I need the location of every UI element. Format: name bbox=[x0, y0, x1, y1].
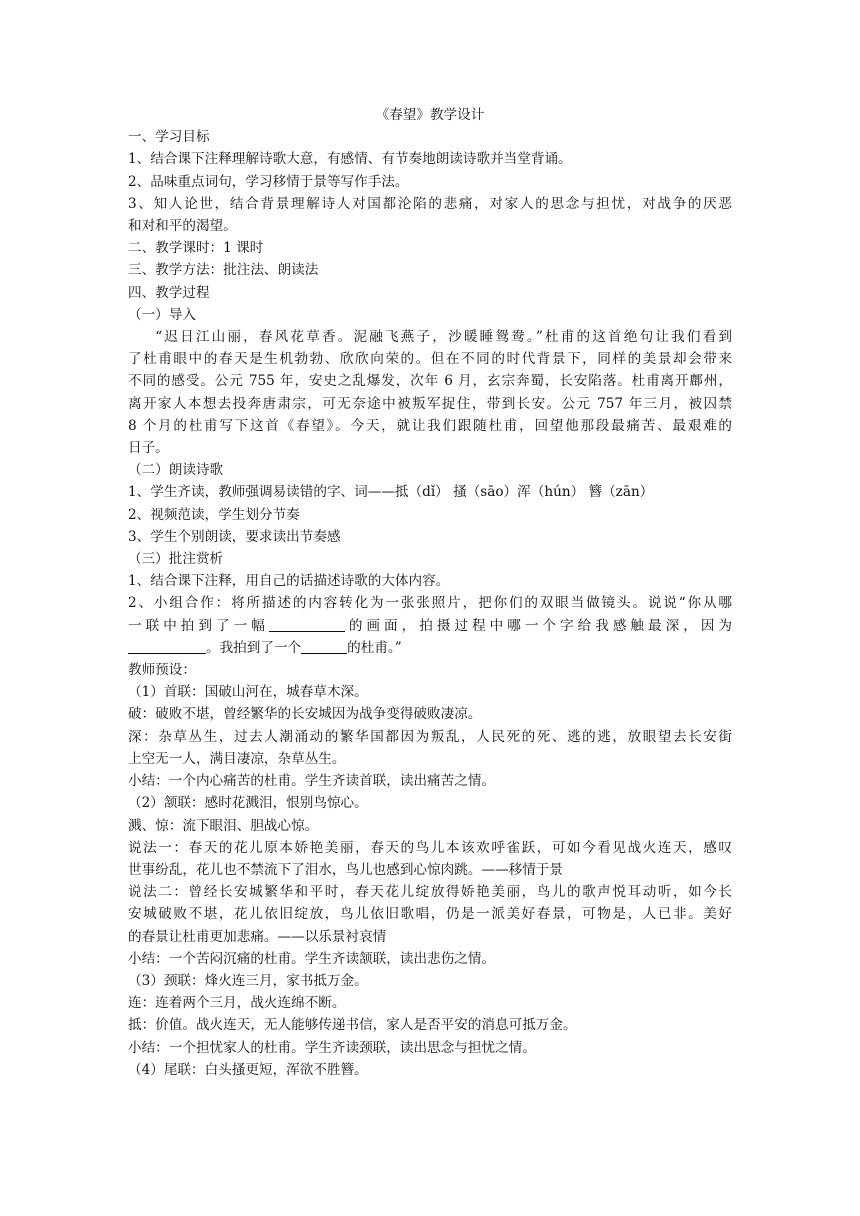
section-heading: 四、教学过程 bbox=[128, 284, 210, 301]
paragraph-line: 溅、惊：流下眼泪、胆战心惊。 bbox=[128, 817, 319, 834]
paragraph-line: 2、视频范读，学生划分节奏 bbox=[128, 506, 300, 523]
section-heading: 一、学习目标 bbox=[128, 129, 210, 146]
paragraph-line: 1、结合课下注释，用自己的话描述诗歌的大体内容。 bbox=[128, 573, 450, 590]
paragraph-line: 连：连着两个三月，战火连绵不断。 bbox=[128, 995, 346, 1012]
paragraph-line: （4）尾联：白头搔更短，浑欲不胜簪。 bbox=[128, 1061, 368, 1078]
paragraph-line: 上空无一人，满目凄凉，杂草丛生。 bbox=[128, 750, 346, 767]
paragraph-line: 离开家人本想去投奔唐肃宗，可无奈途中被叛军捉住，带到长安。公元 757 年三月，被囚禁 bbox=[128, 395, 732, 412]
paragraph-line: 了杜甫眼中的春天是生机勃勃、欣欣向荣的。但在不同的时代背景下，同样的美景却会带来 bbox=[128, 351, 732, 368]
paragraph-line: 深：杂草丛生，过去人潮涌动的繁华国都因为叛乱，人民死的死、逃的逃，放眼望去长安街 bbox=[128, 728, 732, 745]
paragraph-line: 说法一：春天的花儿原本娇艳美丽，春天的鸟儿本该欢呼雀跃，可如今看见战火连天，感叹 bbox=[128, 839, 732, 856]
paragraph-line: 2、品味重点词句，学习移情于景等写作手法。 bbox=[128, 173, 409, 190]
document-title: 《春望》教学设计 bbox=[375, 107, 485, 123]
paragraph-line: （1）首联：国破山河在，城春草木深。 bbox=[128, 684, 368, 701]
paragraph-line: “迟日江山丽，春风花草香。泥融飞燕子，沙暖睡鸳鸯。”杜甫的这首绝句让我们看到 bbox=[155, 329, 732, 346]
paragraph-line: 和对和平的渴望。 bbox=[128, 218, 237, 235]
fill-blank bbox=[301, 639, 347, 654]
subsection-heading: （三）批注赏析 bbox=[128, 551, 224, 568]
paragraph-line: 小结：一个担忧家人的杜甫。学生齐读颈联，读出思念与担忧之情。 bbox=[128, 1039, 536, 1056]
text-segment: 的画面，拍摄过程中哪一个字给我感触最深，因为 bbox=[344, 617, 733, 634]
paragraph-line: 世事纷乱，花儿也不禁流下了泪水，鸟儿也感到心惊肉跳。——移情于景 bbox=[128, 861, 563, 878]
fill-blank bbox=[128, 639, 206, 654]
paragraph-line: 的春景让杜甫更加悲痛。——以乐景衬哀情 bbox=[128, 928, 387, 945]
subsection-heading: （一）导入 bbox=[128, 306, 196, 323]
paragraph-line: 破：破败不堪，曾经繁华的长安城因为战争变得破败凄凉。 bbox=[128, 706, 482, 723]
paragraph-line-with-blank bbox=[128, 615, 732, 637]
paragraph-line: 安城破败不堪，花儿依旧绽放，鸟儿依旧歌唱，仍是一派美好春景，可物是，人已非。美好 bbox=[128, 906, 732, 923]
paragraph-line: 8 个月的杜甫写下这首《春望》。今天，就让我们跟随杜甫，回望他那段最痛苦、最艰难的 bbox=[128, 417, 732, 434]
text-segment: 。我拍到了一个 bbox=[206, 639, 302, 656]
paragraph-line: 不同的感受。公元 755 年，安史之乱爆发，次年 6 月，玄宗奔蜀，长安陷落。杜甫离开鄜州， bbox=[128, 373, 732, 390]
paragraph-line: 说法二：曾经长安城繁华和平时，春天花儿绽放得娇艳美丽，鸟儿的歌声悦耳动听，如今长 bbox=[128, 884, 732, 901]
paragraph-line: 1、学生齐读，教师强调易读错的字、词——抵（dǐ） 搔（sāo）浑（hún） 簪（zān） bbox=[128, 484, 654, 501]
paragraph-line: 日子。 bbox=[128, 440, 169, 457]
paragraph-line: 小结：一个内心痛苦的杜甫。学生齐读首联，读出痛苦之情。 bbox=[128, 773, 496, 790]
document-page bbox=[128, 104, 732, 1081]
paragraph-line: 3、知人论世，结合背景理解诗人对国都沦陷的悲痛，对家人的思念与担忧，对战争的厌恶 bbox=[128, 195, 732, 212]
paragraph-line: 抵：价值。战火连天，无人能够传递书信，家人是否平安的消息可抵万金。 bbox=[128, 1017, 577, 1034]
paragraph-line: 3、学生个别朗读，要求读出节奏感 bbox=[128, 528, 341, 545]
section-heading: 三、教学方法：批注法、朗读法 bbox=[128, 262, 319, 279]
section-heading: 二、教学课时：1 课时 bbox=[128, 240, 264, 257]
text-segment: 一联中拍到了一幅 bbox=[128, 617, 269, 634]
paragraph-line: （2）颔联：感时花溅泪，恨别鸟惊心。 bbox=[128, 795, 368, 812]
paragraph-line: 2、小组合作：将所描述的内容转化为一张张照片，把你们的双眼当做镜头。说说“你从哪 bbox=[128, 595, 732, 612]
paragraph-line: 1、结合课下注释理解诗歌大意，有感情、有节奏地朗读诗歌并当堂背诵。 bbox=[128, 151, 572, 168]
text-segment: 的杜甫。” bbox=[347, 639, 402, 656]
paragraph-line-with-blank bbox=[128, 637, 732, 659]
paragraph-line: 小结：一个苦闷沉痛的杜甫。学生齐读颔联，读出悲伤之情。 bbox=[128, 950, 496, 967]
subsection-heading: （二）朗读诗歌 bbox=[128, 462, 224, 479]
paragraph-line: 教师预设： bbox=[128, 662, 196, 679]
paragraph-line: （3）颈联：烽火连三月，家书抵万金。 bbox=[128, 972, 368, 989]
fill-blank bbox=[269, 617, 345, 632]
